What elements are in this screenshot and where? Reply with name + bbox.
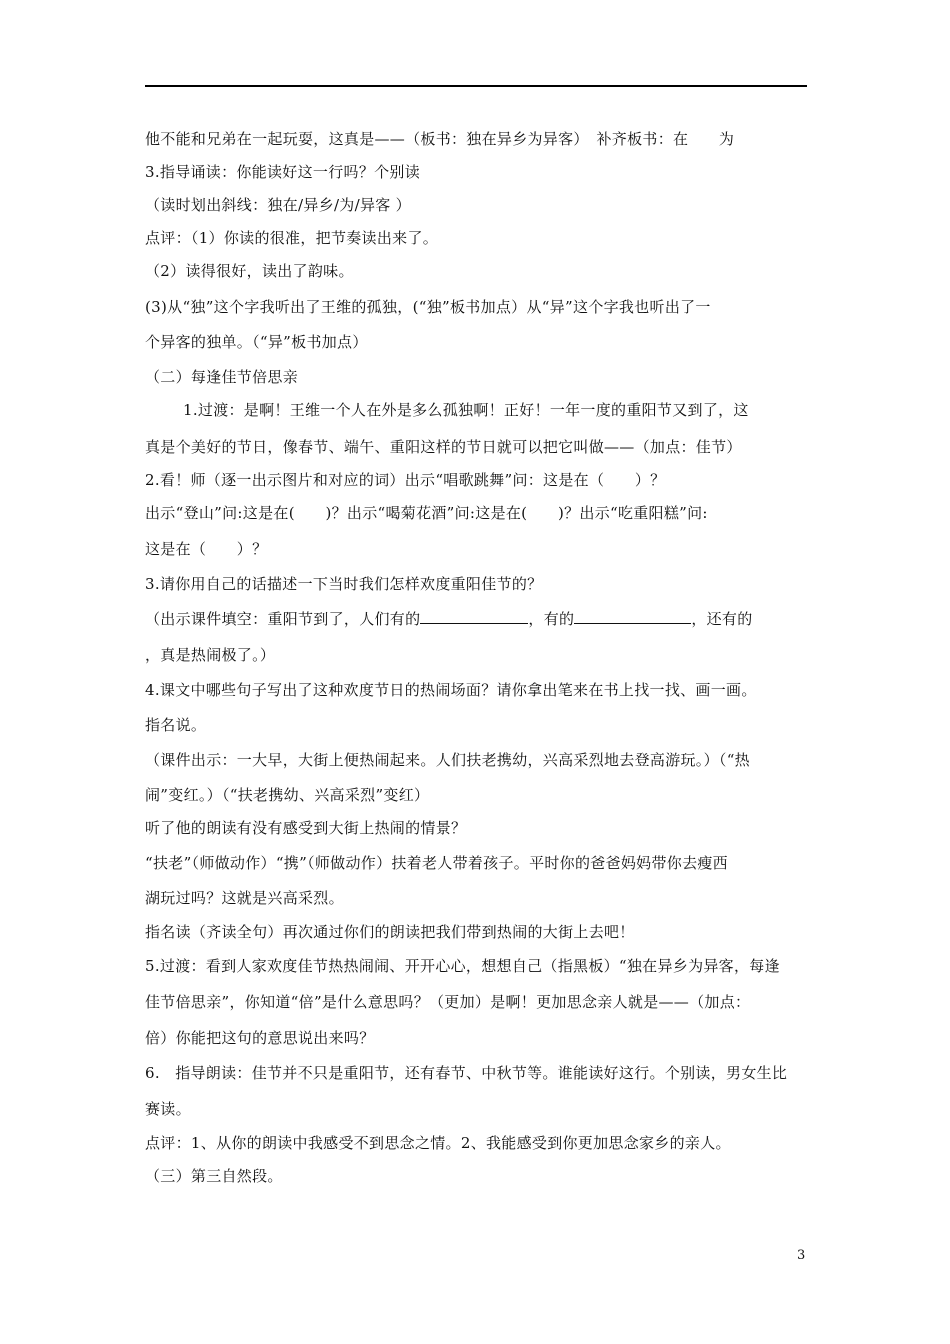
text-line: （课件出示：一大早，大街上便热闹起来。人们扶老携幼，兴高采烈地去登高游玩。）（“热 (145, 751, 750, 769)
text-line: 5.过渡：看到人家欢度佳节热热闹闹、开开心心，想想自己（指黑板）“独在异乡为异客，每逢 (145, 957, 780, 975)
text-line: 赛读。 (145, 1100, 191, 1118)
text-line: 点评：1、从你的朗读中我感受不到思念之情。2、我能感受到你更加思念家乡的亲人。 (145, 1134, 731, 1152)
text-line: 3.指导诵读：你能读好这一行吗？个别读 (145, 163, 421, 181)
text-line: 出示“登山”问:这是在( )？出示“喝菊花酒”问:这是在( )？出示“吃重阳糕”问: (145, 504, 708, 522)
text-line: 3.请你用自己的话描述一下当时我们怎样欢度重阳佳节的？ (145, 575, 543, 593)
section-heading: （三）第三自然段。 (145, 1167, 283, 1185)
text-line: 点评：（1）你读的很准，把节奏读出来了。 (145, 229, 439, 247)
text-line: 2.看！师（逐一出示图片和对应的词）出示“唱歌跳舞”问：这是在（ ）？ (145, 471, 666, 489)
fill-blank-2 (574, 609, 691, 624)
text-line: 指名说。 (145, 716, 207, 734)
header-rule (145, 85, 807, 87)
fill-text-b: ，有的 (528, 610, 575, 628)
text-line: 佳节倍思亲”，你知道“倍”是什么意思吗？（更加）是啊！更加思念亲人就是——（加点： (145, 993, 751, 1011)
section-heading: （二）每逢佳节倍思亲 (145, 368, 299, 386)
text-line: 这是在（ ）？ (145, 540, 268, 558)
text-line: 指名读（齐读全句）再次通过你们的朗读把我们带到热闹的大街上去吧！ (145, 923, 635, 941)
fill-blank-1 (420, 609, 528, 624)
text-line: 湖玩过吗？这就是兴高采烈。 (145, 889, 344, 907)
fill-in-line (145, 608, 753, 629)
fill-text-c: ，还有的 (691, 610, 753, 628)
text-line: ，真是热闹极了。） (145, 646, 276, 664)
text-line: 1.过渡：是啊！王维一个人在外是多么孤独啊！正好！一年一度的重阳节又到了，这 (183, 401, 749, 419)
text-line: “扶老”（师做动作）“携”（师做动作）扶着老人带着孩子。平时你的爸爸妈妈带你去瘦西 (145, 854, 728, 872)
text-line: 真是个美好的节日，像春节、端午、重阳这样的节日就可以把它叫做——（加点：佳节） (145, 438, 742, 456)
text-line: 他不能和兄弟在一起玩耍，这真是——（板书：独在异乡为异客） 补齐板书：在 为 (145, 130, 735, 148)
fill-text-a: （出示课件填空：重阳节到了，人们有的 (145, 610, 421, 628)
text-line: 倍）你能把这句的意思说出来吗？ (145, 1029, 375, 1047)
text-line: (3)从“独”这个字我听出了王维的孤独，(“独”板书加点）从“异”这个字我也听出了一 (145, 298, 711, 316)
text-line: 4.课文中哪些句子写出了这种欢度节日的热闹场面？请你拿出笔来在书上找一找、画一画。 (145, 681, 757, 699)
text-line: 闹”变红。）（“扶老携幼、兴高采烈”变红） (145, 786, 430, 804)
text-line: （读时划出斜线：独在/异乡/为/异客 ） (145, 196, 411, 214)
text-line: 听了他的朗读有没有感受到大街上热闹的情景？ (145, 819, 467, 837)
text-line: 个异客的独单。（“异”板书加点） (145, 333, 368, 351)
text-line: （2）读得很好，读出了韵味。 (145, 262, 354, 280)
text-line: 6. 指导朗读：佳节并不只是重阳节，还有春节、中秋节等。谁能读好这行。个别读，男女生比 (145, 1064, 788, 1082)
page-number: 3 (797, 1248, 806, 1263)
